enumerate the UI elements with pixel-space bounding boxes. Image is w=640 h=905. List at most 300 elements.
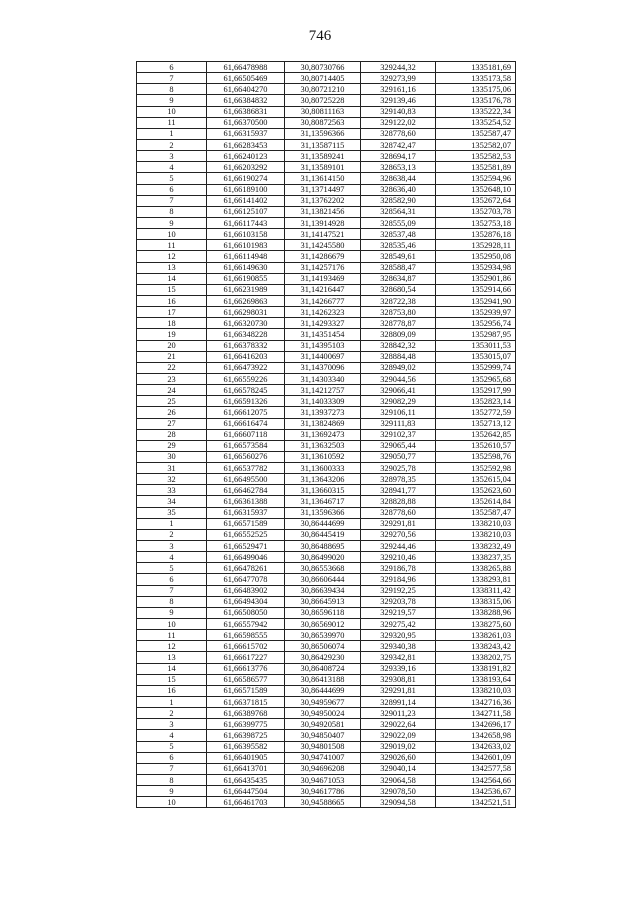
y-coordinate-cell: 1342658,98	[436, 730, 516, 741]
y-coordinate-cell: 1338210,03	[436, 518, 516, 529]
y-coordinate-cell: 1338275,60	[436, 619, 516, 630]
table-row	[137, 173, 516, 184]
y-coordinate-cell: 1338265,88	[436, 563, 516, 574]
table-row	[137, 106, 516, 117]
point-number-cell: 7	[137, 73, 207, 84]
latitude-cell: 61,66399775	[207, 719, 285, 730]
longitude-cell: 31,13714497	[285, 184, 361, 195]
y-coordinate-cell: 1352592,98	[436, 463, 516, 474]
longitude-cell: 31,13646717	[285, 496, 361, 507]
longitude-cell: 30,86429230	[285, 652, 361, 663]
table-row	[137, 641, 516, 652]
latitude-cell: 61,66483902	[207, 585, 285, 596]
y-coordinate-cell: 1338293,81	[436, 574, 516, 585]
x-coordinate-cell: 329122,02	[361, 117, 436, 128]
table-row	[137, 396, 516, 407]
longitude-cell: 30,86569012	[285, 619, 361, 630]
longitude-cell: 31,13614150	[285, 173, 361, 184]
longitude-cell: 31,13762202	[285, 195, 361, 206]
table-row	[137, 630, 516, 641]
y-coordinate-cell: 1352772,59	[436, 407, 516, 418]
x-coordinate-cell: 328588,47	[361, 262, 436, 273]
x-coordinate-cell: 329078,50	[361, 786, 436, 797]
table-row	[137, 84, 516, 95]
page-number: 746	[308, 28, 332, 44]
x-coordinate-cell: 328653,13	[361, 162, 436, 173]
latitude-cell: 61,66560276	[207, 451, 285, 462]
table-row	[137, 463, 516, 474]
latitude-cell: 61,66571589	[207, 685, 285, 696]
x-coordinate-cell: 328842,32	[361, 340, 436, 351]
longitude-cell: 31,13643206	[285, 474, 361, 485]
table-row	[137, 251, 516, 262]
y-coordinate-cell: 1352703,78	[436, 206, 516, 217]
point-number-cell: 2	[137, 708, 207, 719]
point-number-cell: 9	[137, 607, 207, 618]
y-coordinate-cell: 1352934,98	[436, 262, 516, 273]
x-coordinate-cell: 328555,09	[361, 217, 436, 228]
longitude-cell: 31,13914928	[285, 217, 361, 228]
longitude-cell: 30,86639434	[285, 585, 361, 596]
latitude-cell: 61,66529471	[207, 541, 285, 552]
longitude-cell: 30,86444699	[285, 685, 361, 696]
longitude-cell: 31,13600333	[285, 463, 361, 474]
x-coordinate-cell: 328778,60	[361, 128, 436, 139]
point-number-cell: 10	[137, 619, 207, 630]
x-coordinate-cell: 328828,88	[361, 496, 436, 507]
latitude-cell: 61,66598555	[207, 630, 285, 641]
y-coordinate-cell: 1335222,34	[436, 106, 516, 117]
y-coordinate-cell: 1342711,58	[436, 708, 516, 719]
latitude-cell: 61,66435435	[207, 775, 285, 786]
latitude-cell: 61,66203292	[207, 162, 285, 173]
table-row	[137, 685, 516, 696]
x-coordinate-cell: 329140,83	[361, 106, 436, 117]
longitude-cell: 30,86408724	[285, 663, 361, 674]
longitude-cell: 31,14395103	[285, 340, 361, 351]
longitude-cell: 30,86596118	[285, 607, 361, 618]
x-coordinate-cell: 329064,58	[361, 775, 436, 786]
latitude-cell: 61,66499046	[207, 552, 285, 563]
point-number-cell: 10	[137, 106, 207, 117]
table-row	[137, 697, 516, 708]
x-coordinate-cell: 329291,81	[361, 518, 436, 529]
longitude-cell: 31,14400697	[285, 351, 361, 362]
x-coordinate-cell: 329210,46	[361, 552, 436, 563]
longitude-cell: 31,14193469	[285, 273, 361, 284]
x-coordinate-cell: 329040,14	[361, 763, 436, 774]
y-coordinate-cell: 1352648,10	[436, 184, 516, 195]
latitude-cell: 61,66389768	[207, 708, 285, 719]
point-number-cell: 7	[137, 585, 207, 596]
y-coordinate-cell: 1342536,67	[436, 786, 516, 797]
point-number-cell: 12	[137, 251, 207, 262]
table-row	[137, 596, 516, 607]
x-coordinate-cell: 329019,02	[361, 741, 436, 752]
longitude-cell: 30,94617786	[285, 786, 361, 797]
y-coordinate-cell: 1338243,42	[436, 641, 516, 652]
x-coordinate-cell: 329065,44	[361, 440, 436, 451]
x-coordinate-cell: 328582,90	[361, 195, 436, 206]
x-coordinate-cell: 328537,48	[361, 229, 436, 240]
table-row	[137, 541, 516, 552]
x-coordinate-cell: 328978,35	[361, 474, 436, 485]
table-row	[137, 195, 516, 206]
table-row	[137, 307, 516, 318]
y-coordinate-cell: 1338261,03	[436, 630, 516, 641]
latitude-cell: 61,66578245	[207, 385, 285, 396]
longitude-cell: 30,94801508	[285, 741, 361, 752]
x-coordinate-cell: 329139,46	[361, 95, 436, 106]
y-coordinate-cell: 1338232,49	[436, 541, 516, 552]
longitude-cell: 31,13587115	[285, 139, 361, 150]
table-row	[137, 151, 516, 162]
x-coordinate-cell: 329342,81	[361, 652, 436, 663]
point-number-cell: 7	[137, 195, 207, 206]
y-coordinate-cell: 1342633,02	[436, 741, 516, 752]
latitude-cell: 61,66537782	[207, 463, 285, 474]
latitude-cell: 61,66361388	[207, 496, 285, 507]
y-coordinate-cell: 1342564,66	[436, 775, 516, 786]
y-coordinate-cell: 1352610,57	[436, 440, 516, 451]
point-number-cell: 32	[137, 474, 207, 485]
table-row	[137, 73, 516, 84]
latitude-cell: 61,66416203	[207, 351, 285, 362]
x-coordinate-cell: 329044,56	[361, 373, 436, 384]
point-number-cell: 10	[137, 229, 207, 240]
x-coordinate-cell: 328722,38	[361, 295, 436, 306]
table-row	[137, 607, 516, 618]
latitude-cell: 61,66494304	[207, 596, 285, 607]
table-row	[137, 775, 516, 786]
y-coordinate-cell: 1338237,35	[436, 552, 516, 563]
point-number-cell: 6	[137, 62, 207, 73]
x-coordinate-cell: 329219,57	[361, 607, 436, 618]
latitude-cell: 61,66505469	[207, 73, 285, 84]
y-coordinate-cell: 1352987,95	[436, 329, 516, 340]
table-row	[137, 117, 516, 128]
latitude-cell: 61,66461703	[207, 797, 285, 808]
table-row	[137, 273, 516, 284]
point-number-cell: 6	[137, 752, 207, 763]
latitude-cell: 61,66190274	[207, 173, 285, 184]
table-row	[137, 719, 516, 730]
x-coordinate-cell: 329275,42	[361, 619, 436, 630]
y-coordinate-cell: 1338311,42	[436, 585, 516, 596]
x-coordinate-cell: 328753,80	[361, 307, 436, 318]
longitude-cell: 30,94850407	[285, 730, 361, 741]
longitude-cell: 31,14266777	[285, 295, 361, 306]
latitude-cell: 61,66348228	[207, 329, 285, 340]
latitude-cell: 61,66557942	[207, 619, 285, 630]
point-number-cell: 7	[137, 763, 207, 774]
y-coordinate-cell: 1352823,14	[436, 396, 516, 407]
point-number-cell: 26	[137, 407, 207, 418]
table-row	[137, 128, 516, 139]
x-coordinate-cell: 328991,14	[361, 697, 436, 708]
y-coordinate-cell: 1352941,90	[436, 295, 516, 306]
point-number-cell: 14	[137, 273, 207, 284]
table-row	[137, 507, 516, 518]
table-row	[137, 217, 516, 228]
point-number-cell: 2	[137, 529, 207, 540]
latitude-cell: 61,66117443	[207, 217, 285, 228]
x-coordinate-cell: 329184,96	[361, 574, 436, 585]
latitude-cell: 61,66125107	[207, 206, 285, 217]
table-row	[137, 329, 516, 340]
point-number-cell: 5	[137, 563, 207, 574]
x-coordinate-cell: 329011,23	[361, 708, 436, 719]
table-row	[137, 318, 516, 329]
y-coordinate-cell: 1352615,04	[436, 474, 516, 485]
point-number-cell: 28	[137, 429, 207, 440]
point-number-cell: 4	[137, 552, 207, 563]
longitude-cell: 30,94671053	[285, 775, 361, 786]
point-number-cell: 18	[137, 318, 207, 329]
table-row	[137, 574, 516, 585]
longitude-cell: 30,86499020	[285, 552, 361, 563]
point-number-cell: 3	[137, 541, 207, 552]
x-coordinate-cell: 329050,77	[361, 451, 436, 462]
longitude-cell: 31,13824869	[285, 418, 361, 429]
table-row	[137, 619, 516, 630]
latitude-cell: 61,66413701	[207, 763, 285, 774]
point-number-cell: 6	[137, 184, 207, 195]
point-number-cell: 27	[137, 418, 207, 429]
table-row	[137, 741, 516, 752]
y-coordinate-cell: 1352901,86	[436, 273, 516, 284]
x-coordinate-cell: 329339,16	[361, 663, 436, 674]
latitude-cell: 61,66231989	[207, 284, 285, 295]
table-row	[137, 663, 516, 674]
table-row	[137, 362, 516, 373]
table-row	[137, 62, 516, 73]
point-number-cell: 9	[137, 217, 207, 228]
latitude-cell: 61,66395582	[207, 741, 285, 752]
longitude-cell: 31,14245580	[285, 240, 361, 251]
x-coordinate-cell: 328535,46	[361, 240, 436, 251]
y-coordinate-cell: 1342577,58	[436, 763, 516, 774]
longitude-cell: 31,14033309	[285, 396, 361, 407]
x-coordinate-cell: 329022,09	[361, 730, 436, 741]
y-coordinate-cell: 1352999,74	[436, 362, 516, 373]
table-row	[137, 451, 516, 462]
longitude-cell: 31,13937273	[285, 407, 361, 418]
longitude-cell: 31,13596366	[285, 128, 361, 139]
point-number-cell: 29	[137, 440, 207, 451]
table-row	[137, 563, 516, 574]
table-row	[137, 385, 516, 396]
point-number-cell: 9	[137, 786, 207, 797]
longitude-cell: 30,86444699	[285, 518, 361, 529]
point-number-cell: 34	[137, 496, 207, 507]
latitude-cell: 61,66607118	[207, 429, 285, 440]
longitude-cell: 30,94696208	[285, 763, 361, 774]
latitude-cell: 61,66386831	[207, 106, 285, 117]
longitude-cell: 31,14351454	[285, 329, 361, 340]
table-row	[137, 674, 516, 685]
point-number-cell: 13	[137, 652, 207, 663]
table-row	[137, 184, 516, 195]
latitude-cell: 61,66269863	[207, 295, 285, 306]
y-coordinate-cell: 1352587,47	[436, 128, 516, 139]
table-row	[137, 529, 516, 540]
x-coordinate-cell: 329026,60	[361, 752, 436, 763]
point-number-cell: 31	[137, 463, 207, 474]
longitude-cell: 30,86606444	[285, 574, 361, 585]
point-number-cell: 19	[137, 329, 207, 340]
table-row	[137, 139, 516, 150]
x-coordinate-cell: 329291,81	[361, 685, 436, 696]
point-number-cell: 35	[137, 507, 207, 518]
longitude-cell: 31,14216447	[285, 284, 361, 295]
longitude-cell: 31,14286679	[285, 251, 361, 262]
y-coordinate-cell: 1352587,47	[436, 507, 516, 518]
y-coordinate-cell: 1352642,85	[436, 429, 516, 440]
y-coordinate-cell: 1353015,07	[436, 351, 516, 362]
y-coordinate-cell: 1338210,03	[436, 529, 516, 540]
y-coordinate-cell: 1335254,52	[436, 117, 516, 128]
y-coordinate-cell: 1338191,82	[436, 663, 516, 674]
x-coordinate-cell: 328809,09	[361, 329, 436, 340]
table-row	[137, 162, 516, 173]
latitude-cell: 61,66103158	[207, 229, 285, 240]
table-row	[137, 763, 516, 774]
latitude-cell: 61,66190855	[207, 273, 285, 284]
point-number-cell: 9	[137, 95, 207, 106]
latitude-cell: 61,66384832	[207, 95, 285, 106]
longitude-cell: 30,86539970	[285, 630, 361, 641]
latitude-cell: 61,66478988	[207, 62, 285, 73]
point-number-cell: 25	[137, 396, 207, 407]
x-coordinate-cell: 328636,40	[361, 184, 436, 195]
table-row	[137, 496, 516, 507]
point-number-cell: 10	[137, 797, 207, 808]
latitude-cell: 61,66591326	[207, 396, 285, 407]
longitude-cell: 30,94950024	[285, 708, 361, 719]
point-number-cell: 20	[137, 340, 207, 351]
point-number-cell: 17	[137, 307, 207, 318]
point-number-cell: 1	[137, 697, 207, 708]
table-row	[137, 95, 516, 106]
latitude-cell: 61,66552525	[207, 529, 285, 540]
y-coordinate-cell: 1338315,06	[436, 596, 516, 607]
point-number-cell: 21	[137, 351, 207, 362]
y-coordinate-cell: 1335181,69	[436, 62, 516, 73]
x-coordinate-cell: 329082,29	[361, 396, 436, 407]
latitude-cell: 61,66586577	[207, 674, 285, 685]
x-coordinate-cell: 329111,83	[361, 418, 436, 429]
longitude-cell: 30,86506074	[285, 641, 361, 652]
latitude-cell: 61,66371815	[207, 697, 285, 708]
latitude-cell: 61,66477078	[207, 574, 285, 585]
x-coordinate-cell: 329106,11	[361, 407, 436, 418]
x-coordinate-cell: 329244,46	[361, 541, 436, 552]
table-row	[137, 552, 516, 563]
longitude-cell: 31,13610592	[285, 451, 361, 462]
x-coordinate-cell: 329244,32	[361, 62, 436, 73]
longitude-cell: 30,80721210	[285, 84, 361, 95]
table-row	[137, 418, 516, 429]
x-coordinate-cell: 329192,25	[361, 585, 436, 596]
table-row	[137, 206, 516, 217]
point-number-cell: 1	[137, 518, 207, 529]
y-coordinate-cell: 1335175,06	[436, 84, 516, 95]
latitude-cell: 61,66141402	[207, 195, 285, 206]
x-coordinate-cell: 329022,64	[361, 719, 436, 730]
y-coordinate-cell: 1352713,12	[436, 418, 516, 429]
x-coordinate-cell: 329186,78	[361, 563, 436, 574]
y-coordinate-cell: 1352598,76	[436, 451, 516, 462]
latitude-cell: 61,66298031	[207, 307, 285, 318]
y-coordinate-cell: 1338202,75	[436, 652, 516, 663]
point-number-cell: 11	[137, 240, 207, 251]
y-coordinate-cell: 1352917,99	[436, 385, 516, 396]
longitude-cell: 30,86488695	[285, 541, 361, 552]
table-row	[137, 284, 516, 295]
x-coordinate-cell: 329066,41	[361, 385, 436, 396]
x-coordinate-cell: 328778,60	[361, 507, 436, 518]
y-coordinate-cell: 1338288,96	[436, 607, 516, 618]
latitude-cell: 61,66398725	[207, 730, 285, 741]
x-coordinate-cell: 328884,48	[361, 351, 436, 362]
latitude-cell: 61,66616474	[207, 418, 285, 429]
latitude-cell: 61,66559226	[207, 373, 285, 384]
table-row	[137, 485, 516, 496]
table-row	[137, 373, 516, 384]
point-number-cell: 2	[137, 139, 207, 150]
point-number-cell: 16	[137, 295, 207, 306]
x-coordinate-cell: 329320,95	[361, 630, 436, 641]
table-row	[137, 797, 516, 808]
x-coordinate-cell: 329308,81	[361, 674, 436, 685]
y-coordinate-cell: 1352876,18	[436, 229, 516, 240]
longitude-cell: 31,13596366	[285, 507, 361, 518]
x-coordinate-cell: 329102,37	[361, 429, 436, 440]
y-coordinate-cell: 1352582,53	[436, 151, 516, 162]
longitude-cell: 31,14147521	[285, 229, 361, 240]
latitude-cell: 61,66508050	[207, 607, 285, 618]
table-row	[137, 429, 516, 440]
table-row	[137, 407, 516, 418]
latitude-cell: 61,66473922	[207, 362, 285, 373]
latitude-cell: 61,66617227	[207, 652, 285, 663]
x-coordinate-cell: 328549,61	[361, 251, 436, 262]
x-coordinate-cell: 328949,02	[361, 362, 436, 373]
point-number-cell: 15	[137, 284, 207, 295]
longitude-cell: 31,14212757	[285, 385, 361, 396]
x-coordinate-cell: 329161,16	[361, 84, 436, 95]
point-number-cell: 16	[137, 685, 207, 696]
y-coordinate-cell: 1352965,68	[436, 373, 516, 384]
longitude-cell: 30,94741007	[285, 752, 361, 763]
x-coordinate-cell: 329273,99	[361, 73, 436, 84]
point-number-cell: 5	[137, 741, 207, 752]
latitude-cell: 61,66283453	[207, 139, 285, 150]
latitude-cell: 61,66315937	[207, 507, 285, 518]
point-number-cell: 24	[137, 385, 207, 396]
point-number-cell: 12	[137, 641, 207, 652]
table-row	[137, 652, 516, 663]
point-number-cell: 11	[137, 117, 207, 128]
point-number-cell: 33	[137, 485, 207, 496]
longitude-cell: 31,14293327	[285, 318, 361, 329]
table-row	[137, 708, 516, 719]
table-row	[137, 295, 516, 306]
latitude-cell: 61,66378332	[207, 340, 285, 351]
latitude-cell: 61,66613776	[207, 663, 285, 674]
table-row	[137, 474, 516, 485]
